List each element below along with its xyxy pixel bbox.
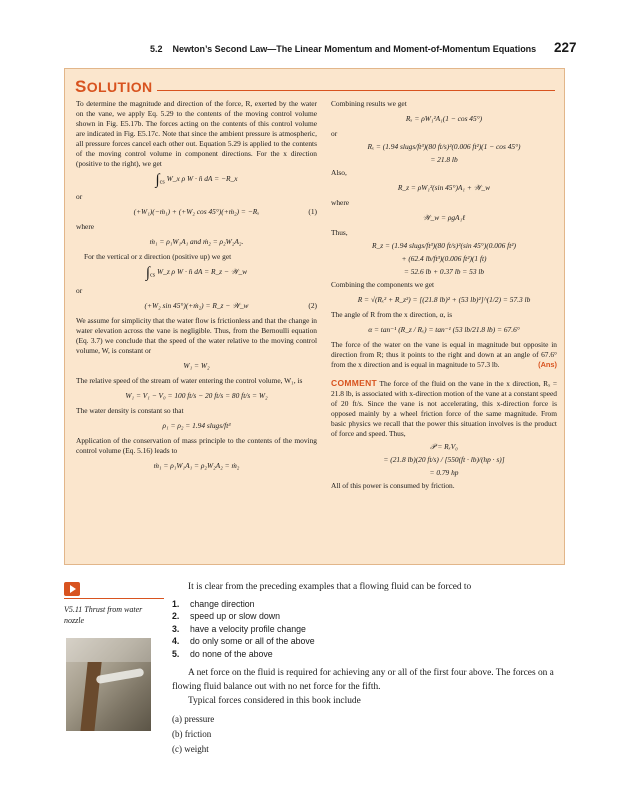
solution-left-column [76,99,317,476]
equation-mass-flow: ṁ₁ = ρ₁W₁A₁ and ṁ₂ = ρ₂W₂A₂. [149,237,244,247]
equation-rz-value: = 52.6 lb + 0.37 lb = 53 lb [403,267,485,276]
solution-right-column [331,99,557,491]
solution-paragraph: The water density is constant so that [76,405,184,415]
text-also: Also, [331,168,347,177]
comment-paragraph: COMMENT The force of the fluid on the vane in the x direction, Rₓ = 21.8 lb, is associated with x-direction motion of the vane at a constant speed of 20 ft/s. Since the vane is not accelerating, this x-direction force is opposed mainly by a wheel friction force of the same magnitude. From basic physics we recall that the power this situation involves is the product of force and speed. Thus, [331,378,557,438]
equation-w-equal: W₁ = W₂ [183,360,210,370]
solution-paragraph: To determine the magnitude and direction of the force, R, exerted by the water on the vane, we apply Eq. 5.29 to the contents of the moving control volume shown in Fig. E5.17b. The forces acting on the contents of this control volume are indicated in Fig. E5.17c. Note that since the ambient pressure is atmospheric, all pressure forces cancel each other out. Equation 5.29 is applied to the contents of the moving control volume in component directions. For the x direction (positive to the right), we get [76,99,317,168]
list-item: (c) weight [172,744,209,755]
solution-box [64,68,565,565]
list-item: (a) pressure [172,714,215,725]
equation-rz-numeric-2: + (62.4 lb/ft³)(0.006 ft²)(1 ft) [401,254,487,263]
solution-paragraph: Application of the conservation of mass principle to the contents of the moving control volume (Eq. 5.16) leads to [76,435,317,455]
solution-heading-rule [157,90,555,91]
solution-paragraph: Combining results we get [331,99,407,108]
body-intro: It is clear from the preceding examples that a flowing fluid can be forced to [188,582,472,592]
solution-paragraph: Combining the components we get [331,280,435,289]
numbered-list [172,598,564,660]
answer-marker: (Ans) [538,360,557,369]
video-rule [64,598,164,599]
body-paragraph: A net force on the fluid is required for achieving any or all of the first four above. The forces on a flowing fluid balance out with no net force for the fifth. [172,668,554,693]
solution-heading-initial: S [75,77,87,96]
solution-heading-rest: OLUTION [86,79,153,95]
running-header [150,44,546,58]
section-number: 5.2 [150,44,163,54]
equation-angle: α = tan⁻¹ (R_z / Rₓ) = tan⁻¹ (53 lb/21.8 lb) = 67.6° [368,325,520,334]
text-thus: Thus, [331,228,348,237]
list-item: 5. do none of the above [172,648,273,659]
equation-rx: Rₓ = ρW₁²A₁(1 − cos 45°) [405,114,483,123]
text-or: or [331,129,338,138]
equation-1: (+W₁)(−ṁ₁) + (+W₂ cos 45°)(+ṁ₂) = −Rₓ (1) [133,207,317,217]
solution-heading [75,77,555,97]
equation-resultant: R = √(Rₓ² + R_z²) = [(21.8 lb)² + (53 lb)²]^(1/2) = 57.3 lb [357,295,531,304]
list-item: (b) friction [172,729,212,740]
equation-power: 𝒫 = RₓV₀ [430,442,458,451]
equation-power-value: = 0.79 hp [429,468,459,477]
text-or: or [76,192,83,202]
list-item: 1. change direction [172,599,255,609]
text-where: where [331,198,350,207]
play-icon[interactable] [64,582,80,596]
body-text [172,580,564,757]
equation-integral-z: $\int_{cs}$ W_z ρ W · n̂ dA = R_z − 𝒲_w [145,265,248,282]
text-or: or [76,285,83,295]
video-thumbnail[interactable] [66,638,151,731]
chapter-title: Newton’s Second Law—The Linear Momentum and Moment-of-Momentum Equations [172,44,537,54]
forces-list [172,712,564,757]
equation-weight: 𝒲_w = ρgA₁ℓ [422,213,466,222]
equation-mass-conservation: ṁ₁ = ρ₁W₁A₁ = ρ₂W₂A₂ = ṁ₂ [153,460,240,470]
solution-paragraph: The force of the water on the vane is equal in magnitude but opposite in direction from R; thus it points to the right and down at an angle of 67.6° from the x direction and is equal in magnitude to 57.3 lb. (Ans) [331,340,557,369]
equation-rz: R_z = ρW₁²(sin 45°)A₁ + 𝒲_w [397,183,491,192]
page-number: 227 [554,40,577,55]
equation-rx-value: = 21.8 lb [430,155,458,164]
video-caption: V5.11 Thrust from water nozzle [64,605,143,625]
equation-density: ρ₁ = ρ₂ = 1.94 slugs/ft³ [162,420,231,430]
solution-paragraph: All of this power is consumed by friction. [331,481,455,490]
list-item: 4. do only some or all of the above [172,636,315,647]
equation-2: (+W₂ sin 45°)(+ṁ₂) = R_z − 𝒲_w (2) [144,300,317,310]
solution-paragraph: We assume for simplicity that the water flow is frictionless and that the change in water elevation across the vane is negligible. Thus, from the Bernoulli equation (Eq. 3.7) we conclude that the speed of the water relative to the moving control volume, W, is constant or [76,315,317,355]
solution-paragraph: The angle of R from the x direction, α, is [331,310,453,319]
equation-rz-numeric: R_z = (1.94 slugs/ft³)(80 ft/s)²(sin 45°)(0.006 ft²) [372,241,516,250]
equation-power-2: = (21.8 lb)(20 ft/s) / [550(ft · lb)/(hp · s)] [383,455,505,464]
equation-rx-numeric: Rₓ = (1.94 slugs/ft³)(80 ft/s)²(0.006 ft²)(1 − cos 45°) [367,142,521,151]
equation-number: (1) [308,207,317,217]
body-paragraph: Typical forces considered in this book include [188,696,361,707]
text-where: where [76,222,95,232]
equation-integral-x: $\int_{cs}$ W_x ρ W · n̂ dA = −R_x [155,172,238,188]
solution-paragraph: For the vertical or z direction (positive up) we get [84,252,232,262]
solution-paragraph: The relative speed of the stream of water entering the control volume, W₁, is [76,375,303,385]
equation-relative-speed: W₁ = V₁ − V₀ = 100 ft/s − 20 ft/s = 80 ft/s = W₂ [125,390,268,400]
equation-number: (2) [308,300,317,310]
list-item: 3. have a velocity profile change [172,623,306,634]
list-item: 2. speed up or slow down [172,611,280,622]
comment-label: COMMENT [331,378,378,388]
